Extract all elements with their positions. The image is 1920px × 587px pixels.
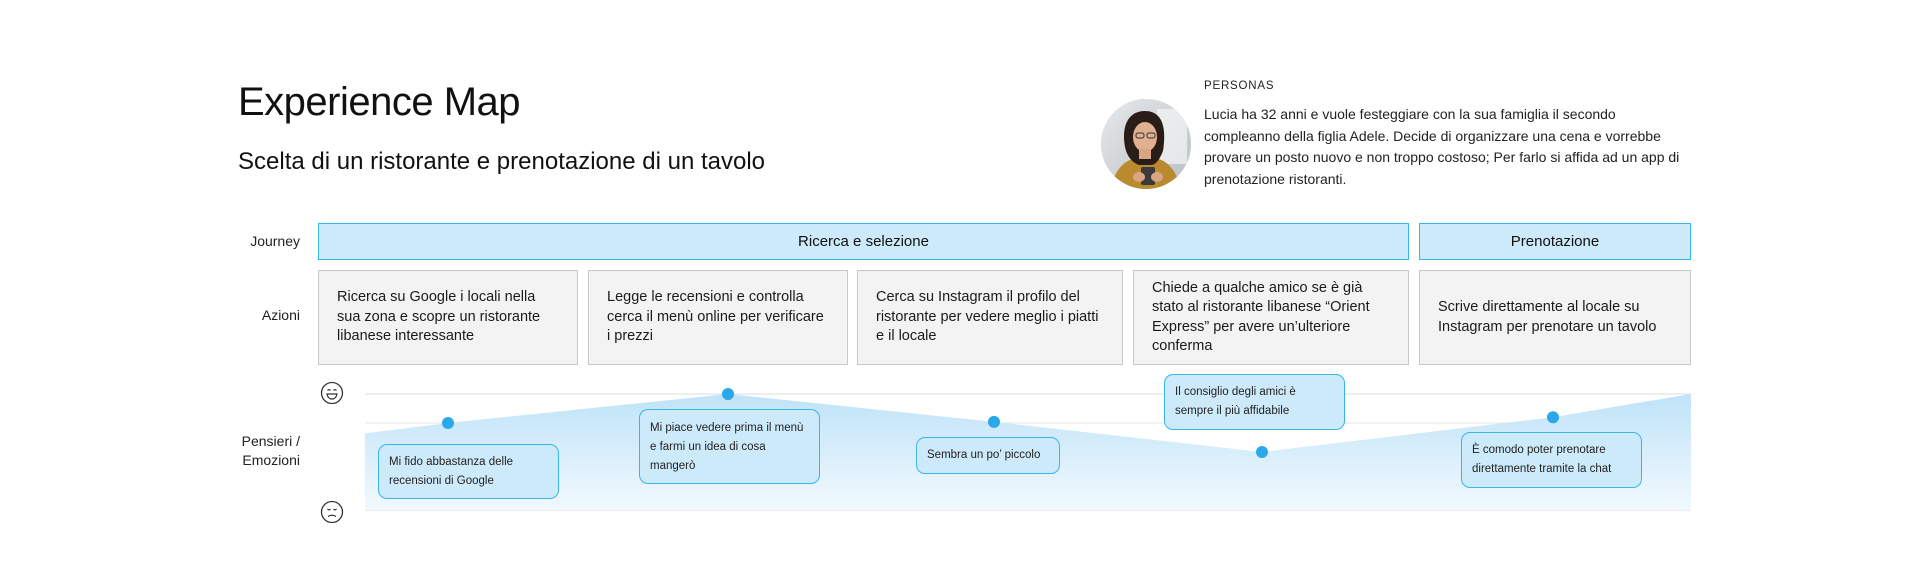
persona-description: Lucia ha 32 anni e vuole festeggiare con la sua famiglia il secondo compleanno della figlia Adele. Decide di organizzare una cena e vorrebbe provare un posto nuovo e non troppo costoso; Per farlo si affida ad un app di prenotazione ristoranti. (1204, 106, 1680, 187)
action-text: Chiede a qualche amico se è già stato al ristorante libanese “Orient Express” per avere un’ulteriore conferma (1152, 279, 1370, 354)
persona-label: PERSONAS (1204, 80, 1275, 92)
action-text: Cerca su Instagram il profilo del ristorante per vedere meglio i piatti e il locale (876, 289, 1099, 345)
thought-bubble-2: Mi piace vedere prima il menù e farmi un idea di cosa mangerò (639, 409, 820, 484)
sad-face-icon (320, 500, 344, 524)
emotion-point-4 (1256, 446, 1268, 458)
thought-bubble-4: Il consiglio degli amici è sempre il più affidabile (1164, 374, 1345, 430)
happy-face-icon (320, 381, 344, 405)
journey-phase-prenotazione: Prenotazione (1419, 223, 1691, 260)
emotion-point-1 (442, 417, 454, 429)
action-text: Scrive direttamente al locale su Instagram per prenotare un tavolo (1438, 299, 1657, 335)
row-label-emozioni: Pensieri / Emozioni (241, 433, 300, 468)
thought-bubble-3: Sembra un po’ piccolo (916, 437, 1060, 474)
thought-bubble-1: Mi fido abbastanza delle recensioni di Google (378, 444, 559, 499)
emotion-point-3 (988, 416, 1000, 428)
emotion-point-2 (722, 388, 734, 400)
row-label-journey: Journey (250, 233, 300, 249)
page-subtitle: Scelta di un ristorante e prenotazione di un tavolo (238, 148, 766, 175)
journey-phase-ricerca: Ricerca e selezione (318, 223, 1409, 260)
action-text: Legge le recensioni e controlla cerca il menù online per verificare i prezzi (607, 289, 824, 345)
emotion-point-5 (1547, 411, 1559, 423)
row-label-azioni: Azioni (261, 307, 300, 323)
page-title: Experience Map (238, 80, 521, 124)
action-text: Ricerca su Google i locali nella sua zona e scopre un ristorante libanese interessante (337, 289, 541, 345)
thought-bubble-5: È comodo poter prenotare direttamente tramite la chat (1461, 432, 1642, 488)
